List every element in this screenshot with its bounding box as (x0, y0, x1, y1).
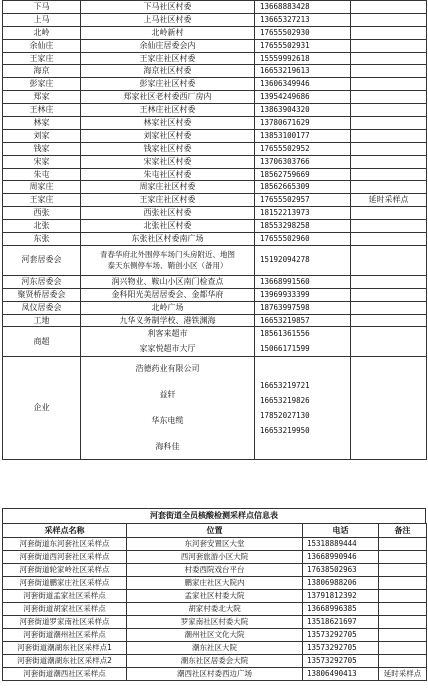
site-name: 郑家 (3, 91, 81, 104)
table-row (3, 551, 427, 564)
site-place: 余仙庄居委会内 (81, 39, 255, 52)
mall-place: 家家悦超市大厅 (139, 344, 196, 354)
site-phone: 17655502930 (255, 26, 351, 39)
site-note (351, 52, 427, 65)
site-phone: 18553298258 (255, 220, 351, 233)
site-name: 王家庄 (3, 194, 81, 207)
site-place: 上马社区村委 (81, 13, 255, 26)
site-place-line: 金科阳光美居居委会、金都华府 (111, 289, 224, 299)
site-place (81, 288, 255, 301)
enterprise-phone: 16653219950 (260, 425, 310, 435)
table-row (3, 288, 427, 301)
enterprise-place: 益轩 (159, 390, 176, 400)
sample-points-table (2, 523, 427, 681)
sample-name: 河套街道潮西社区采样点 (3, 668, 127, 681)
site-phone: 16653219857 (255, 314, 351, 327)
site-phone: 13668883428 (255, 1, 351, 14)
sampling-sites-table (2, 0, 427, 460)
table-row (3, 1, 427, 14)
sample-location: 胡家村委北大院 (127, 603, 303, 616)
sample-phone: 13791812392 (303, 590, 379, 603)
site-name: 宋家 (3, 155, 81, 168)
enterprise-note (351, 357, 427, 460)
sample-note (379, 616, 427, 629)
table-row (3, 357, 427, 460)
sample-header-row (3, 524, 427, 538)
site-phone: 13969933399 (255, 288, 351, 301)
site-note (351, 91, 427, 104)
site-name: 上马 (3, 13, 81, 26)
site-name: 彭家庄 (3, 78, 81, 91)
site-note (351, 314, 427, 327)
sample-location: 罗家南社区村委大院 (127, 616, 303, 629)
site-note (351, 168, 427, 181)
table-row (3, 13, 427, 26)
sample-location: 西河套旅游小区大院 (127, 551, 303, 564)
table-row (3, 616, 427, 629)
site-place: 海京社区村委 (81, 65, 255, 78)
sample-name: 河套街道罗家南社区采样点 (3, 616, 127, 629)
sample-name: 河套街道鹏家庄社区采样点 (3, 577, 127, 590)
table-row (3, 52, 427, 65)
site-place: 东张社区村委南广场 (81, 233, 255, 246)
enterprise-phone: 17852027130 (260, 410, 310, 420)
site-phone: 13853100177 (255, 129, 351, 142)
site-phone: 18763997598 (255, 301, 351, 314)
table-row (3, 194, 427, 207)
sample-note (379, 551, 427, 564)
sample-location: 东河套安置区大堂 (127, 538, 303, 551)
mall-place: 利客来超市 (147, 329, 188, 339)
site-note (351, 65, 427, 78)
table-row (3, 142, 427, 155)
enterprise-phone: 16653219826 (260, 395, 310, 405)
table-row (3, 577, 427, 590)
site-note (351, 129, 427, 142)
sample-note (379, 564, 427, 577)
site-note (351, 142, 427, 155)
site-name: 东张 (3, 233, 81, 246)
site-name: 下马 (3, 1, 81, 14)
header-note: 备注 (379, 524, 427, 538)
site-note (351, 207, 427, 220)
table-row (3, 590, 427, 603)
sample-location: 潮西社区村委西边广场 (127, 668, 303, 681)
site-place: 王家庄社区村委 (81, 52, 255, 65)
site-note (351, 39, 427, 52)
site-name: 周家庄 (3, 181, 81, 194)
site-place (81, 301, 255, 314)
site-note (351, 26, 427, 39)
sample-phone: 15318889444 (303, 538, 379, 551)
site-place: 西张社区村委 (81, 207, 255, 220)
site-phone: 17655502960 (255, 233, 351, 246)
site-phone: 18562759669 (255, 168, 351, 181)
sample-points-title: 河套街道全员核酸检测采样点信息表 (2, 508, 426, 523)
sample-note: 延时采样点 (379, 668, 427, 681)
site-phone: 13863904320 (255, 104, 351, 117)
site-phone: 13606349946 (255, 78, 351, 91)
site-name: 西张 (3, 207, 81, 220)
site-phone: 15192094278 (255, 245, 351, 275)
site-note (351, 78, 427, 91)
site-place: 钱家社区村委 (81, 142, 255, 155)
sample-phone: 13806490413 (303, 668, 379, 681)
site-note (351, 1, 427, 14)
mall-phones (255, 327, 351, 357)
table-row (3, 301, 427, 314)
sample-name: 河套街道西河套社区采样点 (3, 551, 127, 564)
site-place: 刘家社区村委 (81, 129, 255, 142)
table-row (3, 564, 427, 577)
table-row (3, 603, 427, 616)
table-row (3, 155, 427, 168)
sample-phone: 17638502963 (303, 564, 379, 577)
sample-phone: 13518621697 (303, 616, 379, 629)
enterprise-phones (255, 357, 351, 460)
site-name: 聚贤桥居委会 (3, 288, 81, 301)
sample-location: 潮东社区居委会大院 (127, 655, 303, 668)
table-row (3, 65, 427, 78)
table-row (3, 26, 427, 39)
table-row (3, 275, 427, 288)
site-place: 宋家社区村委 (81, 155, 255, 168)
site-note (351, 288, 427, 301)
sample-name: 河套街道潮湖东社区采样点1 (3, 642, 127, 655)
table-row (3, 39, 427, 52)
enterprise-phone: 16653219721 (260, 380, 310, 390)
table-row (3, 233, 427, 246)
site-phone: 13780671629 (255, 117, 351, 130)
sample-location: 孟家社区村委大院 (127, 590, 303, 603)
table-row (3, 629, 427, 642)
site-name: 钱家 (3, 142, 81, 155)
sample-phone: 13573292705 (303, 642, 379, 655)
site-name: 北岭 (3, 26, 81, 39)
site-place-line: 九华义务制学校、港铁渊海 (119, 315, 216, 325)
sample-location: 潮东社区大院 (127, 642, 303, 655)
site-name: 河套居委会 (3, 245, 81, 275)
site-phone: 17655502931 (255, 39, 351, 52)
sample-name: 河套街道胡家社区采样点 (3, 603, 127, 616)
site-note (351, 275, 427, 288)
sample-note (379, 655, 427, 668)
table-row (3, 538, 427, 551)
site-note (351, 181, 427, 194)
site-note (351, 301, 427, 314)
table-row (3, 314, 427, 327)
sample-phone: 13668990946 (303, 551, 379, 564)
site-note (351, 155, 427, 168)
site-name: 凤仪居委会 (3, 301, 81, 314)
site-name: 王林庄 (3, 104, 81, 117)
site-phone: 13665327213 (255, 13, 351, 26)
site-phone: 18562665309 (255, 181, 351, 194)
site-name: 工地 (3, 314, 81, 327)
sample-location: 村委西院戏台平台 (127, 564, 303, 577)
site-note (351, 117, 427, 130)
site-place (81, 275, 255, 288)
table-row (3, 78, 427, 91)
sample-note (379, 629, 427, 642)
sample-location: 潮州社区文化大院 (127, 629, 303, 642)
site-name: 北张 (3, 220, 81, 233)
site-phone: 17655502952 (255, 142, 351, 155)
site-note: 延时采样点 (351, 194, 427, 207)
site-phone: 16653219613 (255, 65, 351, 78)
header-location: 位置 (127, 524, 303, 538)
table-row (3, 655, 427, 668)
site-name: 河东居委会 (3, 275, 81, 288)
sample-note (379, 577, 427, 590)
sample-name: 河套街道潮湖东社区采样点2 (3, 655, 127, 668)
sample-note (379, 538, 427, 551)
site-place-line: 北岭广场 (151, 302, 184, 312)
sample-phone: 13806988206 (303, 577, 379, 590)
site-place: 王林庄社区村委 (81, 104, 255, 117)
site-place: 彭家庄社区村委 (81, 78, 255, 91)
sample-note (379, 603, 427, 616)
site-phone: 18152213973 (255, 207, 351, 220)
table-row (3, 245, 427, 275)
header-name: 采样点名称 (3, 524, 127, 538)
table-row (3, 220, 427, 233)
site-place: 周家庄社区村委 (81, 181, 255, 194)
sample-note (379, 642, 427, 655)
site-name: 王家庄 (3, 52, 81, 65)
enterprise-place: 浩德药业有限公司 (135, 364, 200, 374)
site-phone: 15559992618 (255, 52, 351, 65)
sample-note (379, 590, 427, 603)
site-place-line: 泰天东侧停车场、鞘创小区（备用） (107, 261, 228, 271)
mall-phone: 15066171599 (260, 344, 310, 354)
sample-phone: 13573292705 (303, 655, 379, 668)
enterprise-places (81, 357, 255, 460)
site-phone: 13668991560 (255, 275, 351, 288)
site-place: 北张社区村委 (81, 220, 255, 233)
mall-places (81, 327, 255, 357)
table-row (3, 207, 427, 220)
header-phone: 电话 (303, 524, 379, 538)
site-place: 下马社区村委 (81, 1, 255, 14)
table-row (3, 91, 427, 104)
table-row (3, 642, 427, 655)
site-place: 北岭新村 (81, 26, 255, 39)
site-phone: 13706303766 (255, 155, 351, 168)
site-name: 林家 (3, 117, 81, 130)
site-place: 朱屯社区村委 (81, 168, 255, 181)
table-row (3, 168, 427, 181)
site-note (351, 13, 427, 26)
sample-phone: 13668996385 (303, 603, 379, 616)
site-place (81, 314, 255, 327)
site-phone: 13954249686 (255, 91, 351, 104)
sample-name: 河套街道孟家社区采样点 (3, 590, 127, 603)
table-row (3, 327, 427, 357)
site-place-line: 润兴物业、鞍山小区南门检查点 (111, 276, 224, 286)
sample-points-section (2, 508, 426, 681)
table-row (3, 668, 427, 681)
enterprise-place: 海科佳 (155, 442, 180, 452)
mall-name: 商超 (3, 327, 81, 357)
site-place: 王家庄社区村委 (81, 194, 255, 207)
sample-location: 鹏家庄社区大院内 (127, 577, 303, 590)
sample-name: 河套街道潮州社区采样点 (3, 629, 127, 642)
site-name: 朱屯 (3, 168, 81, 181)
site-note (351, 220, 427, 233)
site-note (351, 233, 427, 246)
enterprise-name: 企业 (3, 357, 81, 460)
site-place: 林家社区村委 (81, 117, 255, 130)
table-row (3, 104, 427, 117)
site-phone: 17655502957 (255, 194, 351, 207)
site-name: 海京 (3, 65, 81, 78)
mall-note (351, 327, 427, 357)
sample-name: 河套街道轮家岭社区采样点 (3, 564, 127, 577)
table-row (3, 129, 427, 142)
mall-phone: 18561361556 (260, 329, 310, 339)
sample-phone: 13573292705 (303, 629, 379, 642)
enterprise-place: 华东电缆 (151, 416, 184, 426)
site-name: 余仙庄 (3, 39, 81, 52)
site-place-line: 青春华府北外围停车场门头房附近、地图 (100, 250, 235, 260)
sample-name: 河套街道东河套社区采样点 (3, 538, 127, 551)
site-place: 郑家社区老村委西厂房内 (81, 91, 255, 104)
table-row (3, 181, 427, 194)
site-note (351, 245, 427, 275)
site-name: 刘家 (3, 129, 81, 142)
site-note (351, 104, 427, 117)
table-row (3, 117, 427, 130)
site-place (81, 245, 255, 275)
